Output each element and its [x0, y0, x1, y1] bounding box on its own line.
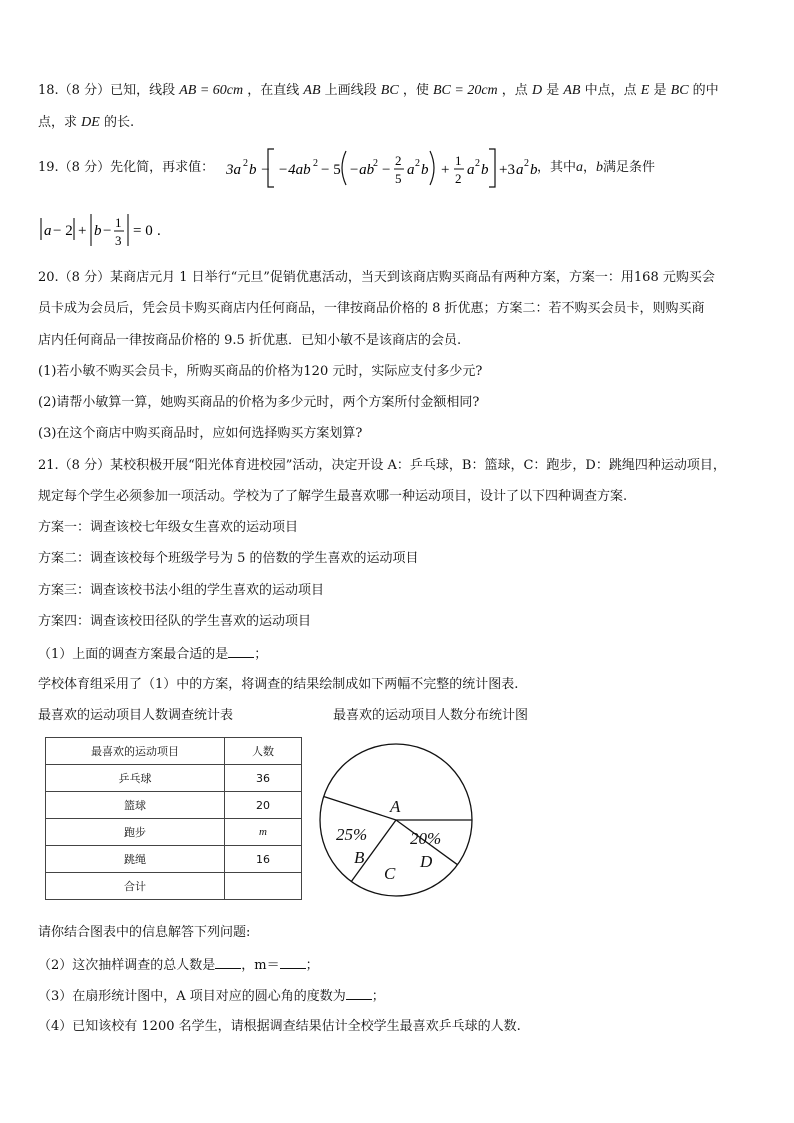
q18-text: 的长.: [103, 115, 135, 130]
table-row: [46, 846, 302, 873]
table-cell: 乒乓球: [46, 765, 225, 792]
table-cell: 20: [225, 792, 302, 819]
q19-exp: 2: [373, 158, 378, 169]
q18-ab: AB: [303, 83, 321, 98]
q19-text: ，其中: [537, 160, 577, 175]
cond-part1: a: [44, 223, 52, 239]
q21-sub3-text: （3）在扇形统计图中，A 项目对应的圆心角的度数为: [38, 989, 346, 1004]
q19-plus: +: [441, 162, 450, 178]
q18-d: D: [531, 83, 543, 98]
q21-sub3-end: ；: [371, 989, 385, 1004]
stats-table: [45, 737, 302, 900]
q21-plan4: 方案四：调查该校田径队的学生喜欢的运动项目: [38, 614, 312, 629]
q19-expression: [222, 143, 570, 193]
q18-text: 的中: [692, 83, 719, 98]
q19-text: ，: [583, 160, 597, 175]
q21-plan1: 方案一：调查该校七年级女生喜欢的运动项目: [38, 520, 299, 535]
q21-sub2-end: ；: [305, 958, 319, 973]
answer-blank[interactable]: [228, 645, 254, 658]
q18-line2: [38, 114, 134, 132]
q21-sub2: [38, 956, 319, 975]
table-header-cell: 最喜欢的运动项目: [46, 738, 225, 765]
q18-text: 中点，点: [584, 83, 637, 98]
q20-line3: 店内任何商品一律按商品价格的 9.5 折优惠．已知小敏不是该商店的会员.: [38, 333, 462, 348]
q19-expr-part3: − 5: [321, 162, 341, 178]
q21-sub4: （4）已知该校有 1200 名学生，请根据调查结果估计全校学生最喜欢乒乓球的人数.: [38, 1019, 521, 1034]
q18-bc: BC: [670, 83, 689, 98]
q19-exp: 2: [313, 158, 318, 169]
q19-var-b: b: [596, 160, 604, 175]
q18-text: 是: [653, 83, 667, 98]
q19-text: 满足条件: [603, 160, 656, 175]
table-cell: 跳绳: [46, 846, 225, 873]
table-header-cell: 人数: [225, 738, 302, 765]
table-cell: 16: [225, 846, 302, 873]
q19-var-a: a: [576, 160, 584, 175]
q21-sub1-end: ；: [254, 647, 268, 662]
q19-expr-part5: a: [407, 162, 415, 178]
q19-expr-part4: −ab: [349, 162, 375, 178]
q19-expr-part1: 3a: [226, 162, 241, 178]
q19-suffix: [537, 159, 655, 177]
cond-frac-num: 1: [115, 215, 122, 230]
q20-line1: 20.（8 分）某商店元月 1 日举行“元旦”促销优惠活动，当天到该商店购买商品有两种方案，方案一：用168 元购买会: [38, 270, 715, 285]
q21-sub2-mid: ，m＝: [241, 958, 280, 973]
answer-blank[interactable]: [215, 956, 241, 969]
q19-expr-part1b: b −: [249, 162, 271, 178]
table-cell: 篮球: [46, 792, 225, 819]
right-bracket: [489, 149, 495, 187]
q19-prefix: 19.（8 分）先化简，再求值：: [38, 160, 215, 175]
pie-label-b: B: [354, 848, 365, 867]
q18-ab: AB: [563, 83, 581, 98]
q21-sub2-text: （2）这次抽样调查的总人数是: [38, 958, 216, 973]
q18-text: ，使: [402, 83, 429, 98]
pie-title: 最喜欢的运动项目人数分布统计图: [333, 708, 529, 723]
table-row: [46, 819, 302, 846]
q18-bc: BC: [380, 83, 399, 98]
q18-ab-eq: AB = 60cm: [179, 83, 244, 98]
q21-plan3: 方案三：调查该校书法小组的学生喜欢的运动项目: [38, 583, 325, 598]
q19-expr-part7c: b: [530, 162, 538, 178]
answer-blank[interactable]: [280, 956, 306, 969]
q18-text: 18.（8 分）已知，线段: [38, 83, 176, 98]
q20-sub2: (2)请帮小敏算一算，她购买商品的价格为多少元时，两个方案所付金额相同?: [38, 395, 480, 410]
q19-expr-part6: a: [467, 162, 475, 178]
q21-sub1-text: （1）上面的调查方案最合适的是: [38, 647, 229, 662]
q20-line2: 员卡成为会员后，凭会员卡购买商店内任何商品，一律按商品价格的 8 折优惠；方案二：若不购买会员卡，则购买商: [38, 301, 705, 316]
q18-text: 点，求: [38, 115, 78, 130]
cond-eq: = 0: [133, 223, 153, 239]
cond-plus: +: [78, 223, 87, 239]
q21-ask: 请你结合图表中的信息解答下列问题:: [38, 925, 251, 940]
q19-expr-part2: −4ab: [278, 162, 311, 178]
q21-line1: 21.（8 分）某校积极开展“阳光体育进校园”活动，决定开设 A：乒乓球，B：篮球，C：跑步，D：跳绳四种运动项目，: [38, 458, 726, 473]
q19-expr-part7b: a: [516, 162, 524, 178]
cond-part2: b: [94, 223, 102, 239]
q19-frac-num: 2: [395, 153, 402, 168]
q21-intro: 学校体育组采用了（1）中的方案，将调查的结果绘制成如下两幅不完整的统计图表.: [38, 677, 519, 692]
q21-line2: 规定每个学生必须参加一项活动。学校为了了解学生最喜欢哪一种运动项目，设计了以下四种调查方案.: [38, 489, 628, 504]
cond-minus: −: [103, 223, 112, 239]
q20-sub1: (1)若小敏不购买会员卡，所购买商品的价格为120 元时，实际应支付多少元?: [38, 364, 483, 379]
q21-plan2: 方案二：调查该校每个班级学号为 5 的倍数的学生喜欢的运动项目: [38, 551, 419, 566]
table-row: [46, 765, 302, 792]
table-cell: 36: [225, 765, 302, 792]
table-cell: 合计: [46, 873, 225, 900]
pie-label-c: C: [384, 864, 396, 883]
table-row: [46, 873, 302, 900]
q21-sub1: [38, 645, 267, 664]
pie-label-d-percent: 20%: [410, 829, 442, 848]
pie-label-a: A: [390, 797, 401, 816]
q19-expr-part7: +3: [499, 162, 515, 178]
table-cell: m: [225, 819, 302, 846]
cond-period: .: [157, 223, 161, 239]
table-header-row: [46, 738, 302, 765]
q18-text: 上画线段: [324, 83, 377, 98]
table-title: 最喜欢的运动项目人数调查统计表: [38, 708, 234, 723]
table-cell: 跑步: [46, 819, 225, 846]
pie-slices: [320, 744, 472, 896]
table-cell: [225, 873, 302, 900]
answer-blank[interactable]: [346, 987, 372, 1000]
cond-part1b: − 2: [53, 223, 73, 239]
q18-e: E: [640, 83, 650, 98]
q19-exp: 2: [243, 158, 248, 169]
q19-exp: 2: [475, 158, 480, 169]
q19-expr-part6b: b: [481, 162, 489, 178]
q18-text: 是: [546, 83, 560, 98]
q19-exp: 2: [415, 158, 420, 169]
left-paren: [342, 151, 346, 185]
q19-exp: 2: [524, 158, 529, 169]
q19-frac-num: 1: [455, 153, 462, 168]
pie-chart: [316, 740, 476, 900]
q19-frac-den: 2: [455, 171, 462, 186]
q20-sub3: (3)在这个商店中购买商品时，应如何选择购买方案划算?: [38, 426, 363, 441]
q18-bc-eq: BC = 20cm: [432, 83, 498, 98]
q18-line1: [38, 82, 719, 100]
q18-de: DE: [81, 115, 100, 130]
q19-minus: −: [382, 162, 391, 178]
q21-sub3: [38, 987, 385, 1006]
q19-line1: [38, 159, 214, 177]
table-row: [46, 792, 302, 819]
right-paren: [430, 151, 434, 185]
q19-expr-part5b: b: [421, 162, 429, 178]
cond-frac-den: 3: [115, 233, 122, 248]
q19-frac-den: 5: [395, 171, 402, 186]
q18-text: ，在直线: [247, 83, 300, 98]
q18-text: ，点: [501, 83, 528, 98]
pie-label-b-percent: 25%: [336, 825, 368, 844]
q19-condition: [36, 208, 176, 252]
pie-label-d: D: [420, 852, 433, 871]
